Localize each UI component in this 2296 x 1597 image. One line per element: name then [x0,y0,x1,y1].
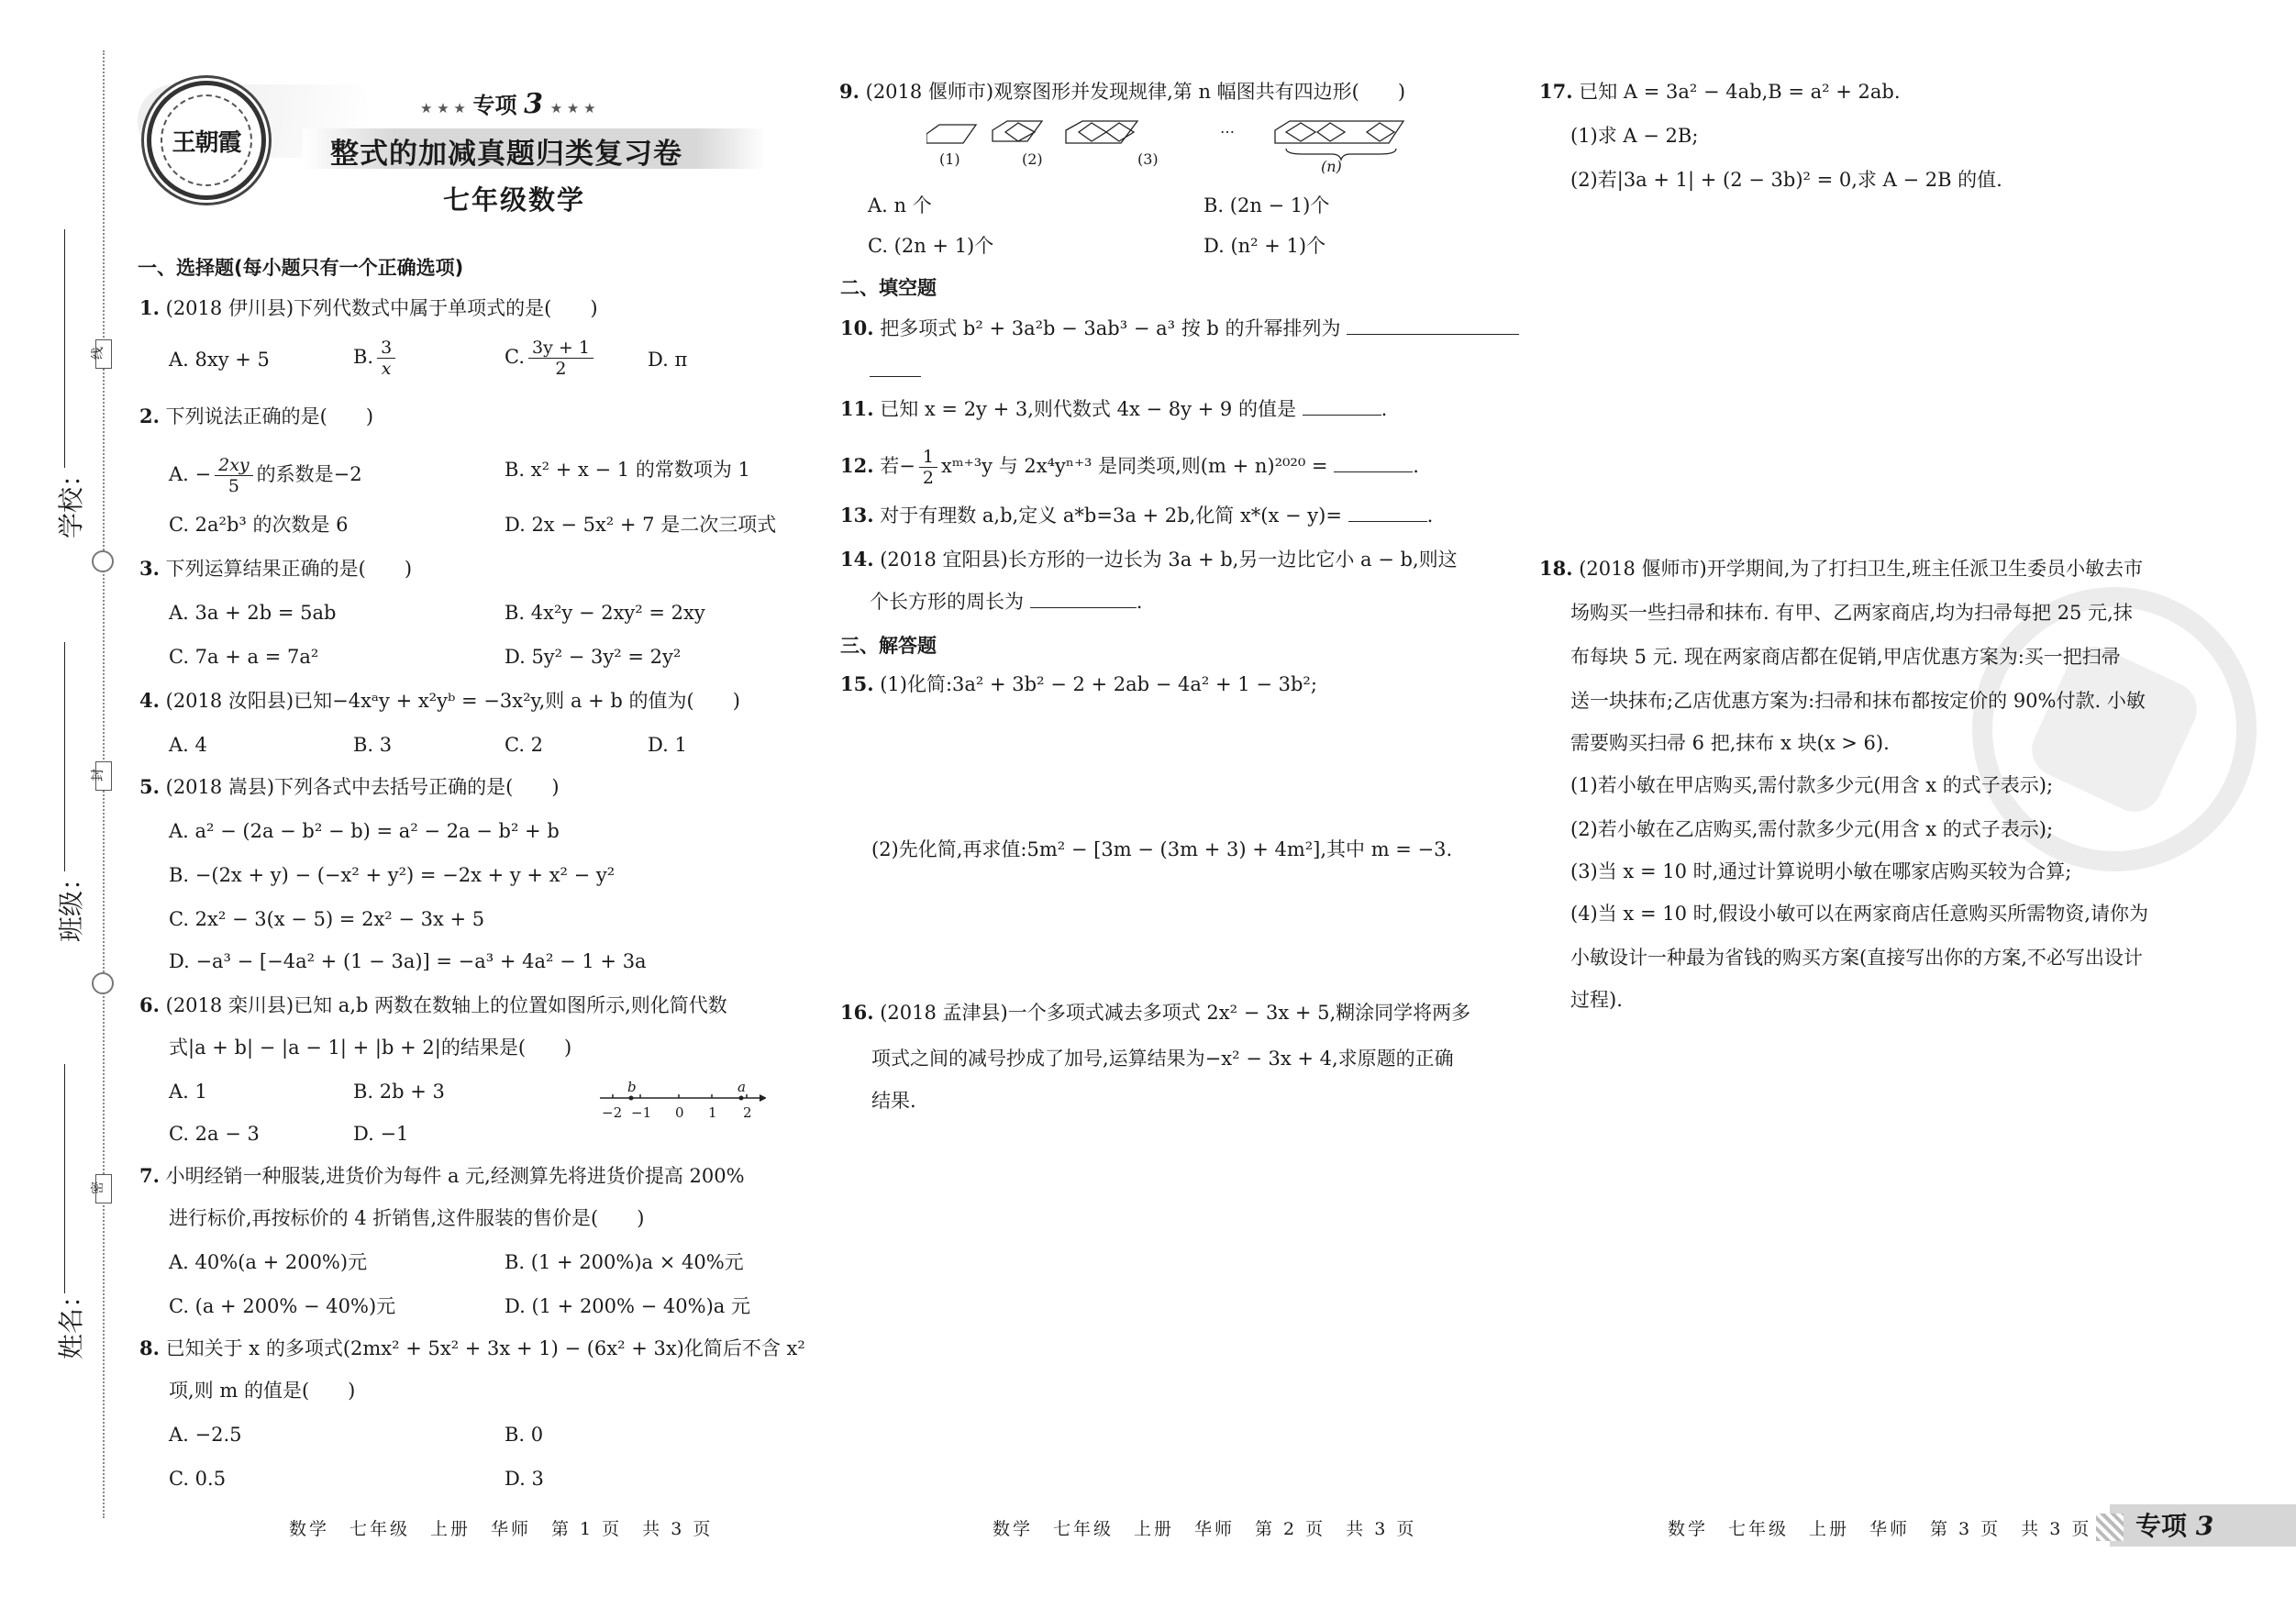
q13-answer-blank[interactable] [1348,503,1427,522]
q3-text: 下列运算结果正确的是( ) [165,558,413,580]
q8-option-b: B. 0 [505,1424,544,1446]
q5-number: 5. [139,775,160,798]
q18-part4-line2: 小敏设计一种最为省钱的购买方案(直接写出你的方案,不必写出设计 [1570,947,2143,969]
q5-text: (2018 嵩县)下列各式中去括号正确的是( ) [165,776,560,798]
q4-option-c: C. 2 [505,734,544,756]
logo-seal [147,81,266,200]
q4-option-a: A. 4 [169,734,207,756]
q12-text: xᵐ⁺³y 与 2x⁴yⁿ⁺³ 是同类项,则(m + n)²⁰²⁰ = [940,455,1328,477]
q4-number: 4. [139,689,160,712]
q2-option-a [169,455,362,496]
q2-option-b: B. x² + x − 1 的常数项为 1 [505,459,750,481]
q5-option-d: D. −a³ − [−4a² + (1 − 3a)] = −a³ + 4a² − 1 + 3a [169,950,647,972]
stars-left: ★ ★ ★ [420,100,466,116]
q9-text: (2018 偃师市)观察图形并发现规律,第 n 幅图共有四边形( ) [865,81,1406,103]
q1-b-numerator: 3 [377,338,395,359]
q13-stem: 13. 对于有理数 a,b,定义 a*b=3a + 2b,化简 x*(x − y)= . [840,504,1434,527]
school-label: 学校： [56,460,87,539]
q12-numerator: 1 [919,447,937,468]
q14-stem-line1 [840,547,1458,572]
q16-text1: (2018 孟津县)一个多项式减去多项式 2x² − 3x + 5,糊涂同学将两多 [880,1002,1471,1024]
q11-answer-blank[interactable] [1303,396,1381,416]
q6-stem-line2: 式|a + b| − |a − 1| + |b + 2|的结果是( ) [169,1037,572,1059]
q7-stem-line2: 进行标价,再按标价的 4 折销售,这件服装的售价是( ) [169,1207,645,1229]
q11-text: 已知 x = 2y + 3,则代数式 4x − 8y + 9 的值是 [880,398,1296,420]
q2-option-d: D. 2x − 5x² + 7 是二次三项式 [505,514,777,536]
binding-tick-mi: 密 [95,1174,112,1203]
q10-number: 10. [840,316,874,339]
q3-number: 3. [139,557,160,580]
q4-option-d: D. 1 [648,734,687,756]
q2-option-c: C. 2a²b³ 的次数是 6 [169,514,349,536]
q6-tick-label: 1 [708,1104,717,1121]
q10-stem [840,316,1519,341]
section-solve-heading: 三、解答题 [840,635,937,657]
q15-number: 15. [840,672,874,695]
q1-b-denominator: x [381,359,392,379]
q9-fig-label-1: (1) [939,150,960,168]
q14-text2: 个长方形的周长为 [870,591,1024,613]
q6-axis-label-a: a [738,1079,746,1095]
q3-stem [139,556,412,582]
q9-option-a: A. n 个 [868,194,932,216]
q7-option-d: D. (1 + 200% − 40%)a 元 [505,1295,750,1317]
binding-tick-feng: 封 [95,761,112,791]
q8-stem-line2: 项,则 m 的值是( ) [169,1380,356,1402]
q1-b-label: B. [353,346,374,368]
class-label: 班级： [56,864,87,943]
q15-part1 [840,671,1317,697]
q2-stem [139,404,373,429]
q14-answer-blank[interactable] [1030,589,1137,608]
topic-line [420,87,596,120]
q7-text1: 小明经销一种服装,进货价为每件 a 元,经测算先将进货价提高 200% [165,1165,745,1187]
q2-number: 2. [139,405,160,427]
q16-line2: 项式之间的减号抄成了加号,运算结果为−x² − 3x + 4,求原题的正确 [871,1048,1454,1070]
logo-inner-ring [161,94,252,186]
q1-c-label: C. [505,346,525,368]
q11-stem: 11. 已知 x = 2y + 3,则代数式 4x − 8y + 9 的值是 . [840,397,1388,420]
q12-denominator: 2 [922,468,934,488]
q17-part2: (2)若|3a + 1| + (2 − 3b)² = 0,求 A − 2B 的值. [1570,169,2002,191]
q7-option-c: C. (a + 200% − 40%)元 [169,1295,396,1317]
q9-fig-label-n: (n) [1321,158,1342,175]
q6-option-d: D. −1 [353,1123,409,1145]
q18-part3: (3)当 x = 10 时,通过计算说明小敏在哪家店购买较为合算; [1570,860,2072,882]
q3-option-a: A. 3a + 2b = 5ab [169,602,337,624]
topic-label: 专项 [472,93,517,118]
binding-circle-2 [92,972,114,994]
q5-option-b: B. −(2x + y) − (−x² + y²) = −2x + y + x² − y² [169,864,616,886]
q3-option-c: C. 7a + a = 7a² [169,646,319,668]
q2-a-label: A. − [169,463,212,485]
q12-number: 12. [840,454,874,477]
q1-option-b [353,338,399,379]
q14-number: 14. [840,548,874,571]
q13-number: 13. [840,504,874,527]
q5-option-c: C. 2x² − 3(x − 5) = 2x² − 3x + 5 [169,908,485,930]
q6-tick-label: −1 [631,1104,652,1121]
q6-option-c: C. 2a − 3 [169,1123,260,1145]
q5-stem [139,774,560,800]
q18-part4-line1: (4)当 x = 10 时,假设小敏可以在两家商店任意购买所需物资,请你为 [1570,903,2148,925]
school-field-line [64,229,65,468]
q6-number: 6. [139,993,160,1016]
q1-number: 1. [139,296,160,319]
name-field-line [64,1064,65,1293]
q3-option-d: D. 5y² − 3y² = 2y² [505,646,682,668]
q17-part1: (1)求 A − 2B; [1570,125,1699,147]
q15-text1: (1)化简:3a² + 3b² − 2 + 2ab − 4a² + 1 − 3b²; [880,673,1317,695]
q1-c-denominator: 2 [555,359,567,379]
q6-text1: (2018 栾川县)已知 a,b 两数在数轴上的位置如图所示,则化简代数 [165,994,727,1016]
stars-right: ★ ★ ★ [549,100,596,116]
q7-stem-line1 [139,1163,745,1189]
q6-tick-label: −2 [602,1104,623,1121]
q6-tick-label: 2 [743,1104,752,1121]
q13-text: 对于有理数 a,b,定义 a*b=3a + 2b,化简 x*(x − y)= [880,505,1342,527]
q2-a-denominator: 5 [227,476,239,496]
q6-axis-label-b: b [627,1079,637,1095]
q1-option-d: D. π [648,349,688,371]
q18-part4-line3: 过程). [1570,989,1623,1011]
q18-part1: (1)若小敏在甲店购买,需付款多少元(用含 x 的式子表示); [1570,774,2054,796]
q18-part2: (2)若小敏在乙店购买,需付款多少元(用含 x 的式子表示); [1570,818,2054,840]
footer-page-1: 数学 七年级 上册 华师 第 1 页 共 3 页 [289,1519,714,1539]
q2-text: 下列说法正确的是( ) [165,405,374,427]
corner-tag-label: 专项 [2135,1511,2188,1541]
q12-fraction [919,447,937,488]
q7-option-b: B. (1 + 200%)a × 40%元 [505,1251,744,1273]
q18-line1 [1539,556,2143,582]
q9-option-b: B. (2n − 1)个 [1203,194,1330,216]
q18-line3: 布每块 5 元. 现在两家商店都在促销,甲店优惠方案为:买一把扫帚 [1570,646,2121,668]
q6-option-b: B. 2b + 3 [353,1081,445,1103]
q18-line5: 需要购买扫帚 6 把,抹布 x 块(x > 6). [1570,732,1890,754]
footer-page-3: 数学 七年级 上册 华师 第 3 页 共 3 页 [1668,1519,2092,1539]
q12-answer-blank[interactable] [1334,453,1413,472]
q9-fig-dots: … [1220,119,1235,137]
page-subtitle: 七年级数学 [443,184,586,216]
section-choice-heading: 一、选择题(每小题只有一个正确选项) [138,257,464,279]
footer-page-2: 数学 七年级 上册 华师 第 2 页 共 3 页 [993,1519,1417,1539]
name-label: 姓名： [56,1281,87,1360]
q1-c-fraction [528,338,593,379]
q9-number: 9. [839,80,860,103]
corner-tag [2135,1506,2213,1543]
q17-number: 17. [1539,80,1573,103]
q15-part2: (2)先化简,再求值:5m² − [3m − (3m + 3) + 4m²],其中 m = −3. [871,838,1453,860]
q8-option-d: D. 3 [505,1468,544,1490]
q5-option-a: A. a² − (2a − b² − b) = a² − 2a − b² + b [169,820,560,842]
q2-a-rest: 的系数是−2 [256,463,362,485]
q8-option-c: C. 0.5 [169,1468,227,1490]
q10-answer-blank-cont[interactable] [870,376,921,377]
q9-fig-label-3: (3) [1137,150,1159,168]
q16-line3: 结果. [871,1090,916,1112]
logo-text: 王朝霞 [172,128,241,157]
binding-circle-1 [92,550,114,572]
q17-text: 已知 A = 3a² − 4ab,B = a² + 2ab. [1579,81,1901,103]
q14-text1: (2018 宜阳县)长方形的一边长为 3a + b,另一边比它小 a − b,则这 [880,549,1458,571]
q4-option-b: B. 3 [353,734,393,756]
q4-stem [139,688,740,714]
q7-option-a: A. 40%(a + 200%)元 [169,1251,368,1273]
q17-stem [1539,79,1901,105]
q10-text: 把多项式 b² + 3a²b − 3ab³ − a³ 按 b 的升幂排列为 [880,317,1341,339]
q8-text1: 已知关于 x 的多项式(2mx² + 5x² + 3x + 1) − (6x² + 3x)化简后不含 x² [165,1337,805,1359]
q8-number: 8. [139,1336,160,1359]
q18-line2: 场购买一些扫帚和抹布. 有甲、乙两家商店,均为扫帚每把 25 元,抹 [1570,602,2133,624]
q10-answer-blank[interactable] [1347,316,1519,335]
page-title: 整式的加减真题归类复习卷 [330,138,682,171]
q9-fig-label-2: (2) [1022,150,1043,168]
q9-option-d: D. (n² + 1)个 [1203,235,1326,257]
q2-a-numerator: 2xy [215,455,253,476]
q8-stem-line1 [139,1336,805,1361]
class-field-line [64,642,65,871]
binding-tick-xian: 线 [95,339,112,369]
q18-number: 18. [1539,557,1573,580]
q11-number: 11. [840,397,874,420]
q1-stem [139,295,598,321]
q16-number: 16. [840,1001,874,1024]
q7-number: 7. [139,1164,160,1187]
corner-tag-dots [2096,1514,2124,1541]
q16-line1 [840,1000,1470,1026]
q12-stem: 12. 若− $\frac{1}{2}$ xᵐ⁺³y 与 2x⁴yⁿ⁺³ 是同类项,则(m + n)²⁰²⁰ = . [840,447,1419,488]
q18-text1: (2018 偃师市)开学期间,为了打扫卫生,班主任派卫生委员小敏去市 [1579,558,2144,580]
q1-b-fraction [377,338,395,379]
q14-stem-line2: 个长方形的周长为 . [870,591,1143,613]
q9-option-c: C. (2n + 1)个 [868,235,994,257]
q2-a-fraction [215,455,253,496]
topic-number: 3 [524,88,544,120]
q1-option-c [505,338,597,379]
q3-option-b: B. 4x²y − 2xy² = 2xy [505,602,705,624]
q1-option-a: A. 8xy + 5 [169,349,270,371]
q1-text: (2018 伊川县)下列代数式中属于单项式的是( ) [165,297,598,319]
q6-option-a: A. 1 [169,1081,207,1103]
q8-option-a: A. −2.5 [169,1424,242,1446]
q9-stem [839,79,1405,105]
q6-tick-label: 0 [675,1104,684,1121]
q6-stem-line1 [139,993,727,1018]
q18-line4: 送一块抹布;乙店优惠方案为:扫帚和抹布都按定价的 90%付款. 小敏 [1570,690,2146,712]
section-fill-heading: 二、填空题 [840,277,937,299]
q12-pre: 若− [880,455,915,477]
q1-c-numerator: 3y + 1 [528,338,593,359]
corner-tag-number: 3 [2195,1511,2214,1541]
q4-text: (2018 汝阳县)已知−4xᵃy + x²yᵇ = −3x²y,则 a + b 的值为( ) [165,690,740,712]
